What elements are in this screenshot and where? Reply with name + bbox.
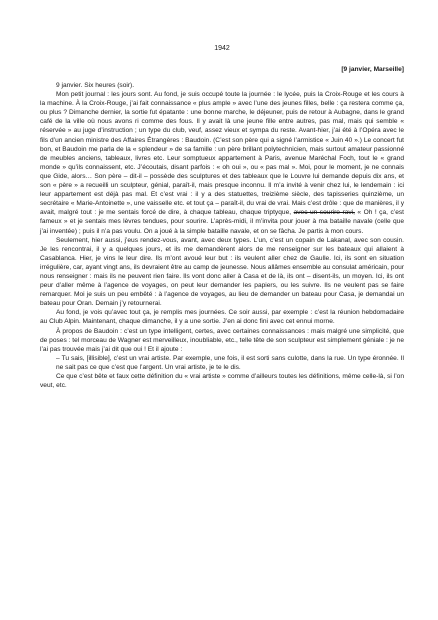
page-year: 1942 — [214, 45, 230, 52]
paragraph-1-part-a: Mon petit journal : les jours sont. Au fond, je suis occupé toute la journée : le lycée, puis la Croix-Rouge et les cours à la machine. À la Croix-Rouge, j’ai fait connaissance « plus ample » avec l’une des jeunes filles, belle : ça restera comme ça, ou plus ? Dimanche dernier, la sortie fut épatante : une bonne marche, le déjeuner, puis de retour à Aubagne, dans le grand café de la ville où nous avons ri comme des fous. Il y avait là une jeune fille entre autres, pas mal, mais qui semble « réservée » au juge d’instruction ; un type du club, veuf, assez vieux et sympa du reste. Avant-hier, j’ai été à l’Opéra avec le fils d’un ancien ministre des Affaires Étrangères : Baudoin. (C’est son père qui a signé l’armistice « Juin 40 ».) Le concert fut bon, et Baudoin me parla de la « splendeur » de sa famille : un père brillant polytechnicien, mais surtout amateur passionné de meubles anciens, tableaux, livres etc. Leur somptueux appartement à Paris, avenue Maréchal Foch, tout le « grand monde » qu’ils connaissent, etc. J’écoutais, disant parfois : « oh oui », ou « pas mal ». Moi, pour le moment, je ne connais que Gide, alors… Son père – dit-il – possède des sculptures et des tableaux que le Louvre lui demande depuis dix ans, et son « père » a recueilli un sculpteur, génial, paraît-il, mais presque inconnu. Il m’a invité à venir chez lui, le lendemain : ici leur appartement est déjà pas mal. Et c’est vrai : il y a des statuettes, treizième siècle, des tapisseries quinzième, un secrétaire « Marie-Antoinette », une vaisselle etc. et tout ça – paraît-il, du vrai de vrai. Mais c’est drôle : que de manières, il y avait, malgré tout : je me sentais forcé de dire, à chaque tableau, chaque triptyque, — [40, 91, 404, 217]
paragraph-2: Seulement, hier aussi, j’eus rendez-vous, avant, avec deux types. L’un, c’est un copain de Lakanal, avec son cousin. Je les rencontrai, il y a quelques jours, et ils me demandèrent alors de me renseigner sur les bateaux qui allaient à Casablanca. Hier, je vins le leur dire. Ils m’ont avoué leur but : ils veulent aller chez de Gaulle. Ici, ils sont en situation irrégulière, car, ayant vingt ans, ils devraient être au camp de jeunesse. Nous allâmes ensemble au consulat américain, pour nous renseigner : mais ils ne peuvent rien faire. Ils vont donc aller à Casa et de là, ils ont – disent-ils, un moyen. Ici, ils ont peur d’aller même à l’agence de voyages, on peut leur demander les papiers, ou les suivre. Ils ne veulent pas se faire remarquer. Moi je suis un peu embêté : à l’agence de voyages, au lieu de demander un bateau pour Casa, je demandai un bateau pour Oran. Demain j’y retournerai. — [40, 236, 404, 308]
paragraph-1-part-b: « Oh ! ça, c’est fameux » et je sentais mes lèvres tendues, pour sourire. L’après-midi, il m’invita pour jouer à ma bataille navale (celle que j’ai inventée) ; puis il n’a pas voulu. On a joué à la simple bataille navale, et on se fâcha. Je partis à mon cours. — [40, 209, 405, 235]
paragraph-3: Au fond, je vois qu’avec tout ça, je remplis mes journées. Ce soir aussi, par exemple : c’est la réunion hebdomadaire au Club Alpin. Maintenant, chaque dimanche, il y a une sortie. J’en ai donc fini avec cet ennui morne. — [40, 309, 404, 326]
entry-date-line: 9 janvier. Six heures (soir). — [56, 82, 135, 89]
paragraph-1 — [40, 90, 404, 236]
paragraph-4: À propos de Baudoin : c’est un type intelligent, certes, avec certaines connaissances : mais malgré une simplicité, que de poses : tel morceau de Wagner est merveilleux, inoubliable, etc., telle tête de son sculpteur est simplement géniale : je ne l’ai pas trouvée mais j’ai dit que oui ! Et il ajoute : — [40, 327, 404, 353]
entry-date-header: [9 janvier, Marseille] — [341, 66, 404, 73]
dialogue-line: – Tu sais, [illisible], c’est un vrai artiste. Par exemple, une fois, il est sorti sans culotte, dans la rue. Un type éronnée. Il ne sait pas ce que c’est que l’argent. Un vrai artiste, je te le dis. — [56, 354, 404, 371]
struck-text: avec un sourire ravi, — [293, 209, 355, 217]
paragraph-5: Ce que c’est bête et faux cette définition du « vrai artiste » comme d’ailleurs toutes les définitions, même celle-là, si l’on veut, etc. — [40, 373, 404, 390]
